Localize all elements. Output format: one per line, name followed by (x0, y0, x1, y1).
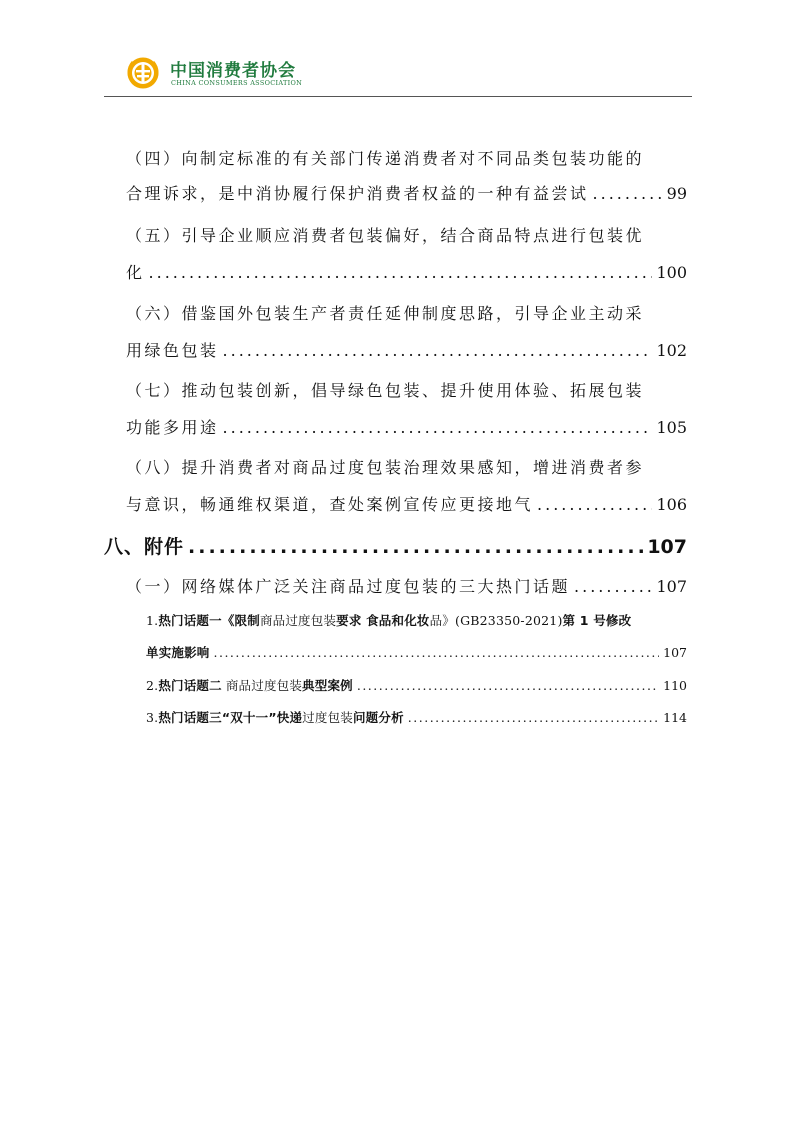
header-divider (104, 96, 692, 97)
toc-page-number: 114 (663, 710, 687, 725)
toc-page-number: 105 (656, 418, 687, 437)
toc-leader (593, 184, 663, 203)
toc-item-8-line1[interactable]: （八）提升消费者对商品过度包装治理效果感知，增进消费者参 (126, 458, 645, 477)
toc-item-6-line2[interactable]: 用绿色包装 ..... 102 (126, 338, 687, 361)
toc-item-5-line2[interactable]: 化 ..... 100 (126, 260, 687, 283)
toc-item-4-line2[interactable]: 合理诉求，是中消协履行保护消费者权益的一种有益尝试 ..... 99 (126, 181, 687, 204)
toc-leader (188, 536, 643, 558)
toc-leader (214, 645, 660, 660)
toc-page-number: 99 (666, 184, 687, 203)
cca-logo-icon (126, 56, 160, 90)
toc-page-number: 110 (663, 678, 687, 693)
org-name-en: CHINA CONSUMERS ASSOCIATION (171, 79, 303, 87)
toc-page-number: 106 (656, 495, 687, 514)
toc-topic-3[interactable]: 3. 热门话题三“双十一”快递 过度包装 问题分析 ..... 114 (146, 708, 687, 726)
toc-leader (537, 495, 652, 514)
toc-topic-1-line1[interactable]: 1. 热门话题一《限制 商品过度包装 要求 食品和化妆 品》(GB23350-2021) 第 1 号修改 (146, 613, 632, 628)
toc-item-7-line1[interactable]: （七）推动包装创新，倡导绿色包装、提升使用体验、拓展包装 (126, 381, 645, 400)
toc-item-8-line2[interactable]: 与意识，畅通维权渠道，查处案例宣传应更接地气 ..... 106 (126, 492, 687, 515)
toc-leader (149, 263, 653, 282)
toc-leader (223, 418, 653, 437)
toc-item-5-line1[interactable]: （五）引导企业顺应消费者包装偏好，结合商品特点进行包装优 (126, 226, 645, 245)
toc-item-6-line1[interactable]: （六）借鉴国外包装生产者责任延伸制度思路，引导企业主动采 (126, 304, 645, 323)
page-header (126, 52, 692, 96)
toc-page-number: 100 (656, 263, 687, 282)
toc-leader (357, 678, 659, 693)
toc-section-8[interactable]: 八、附件 ..... 107 (104, 532, 687, 559)
toc-leader (574, 577, 652, 596)
toc-item-4-line1[interactable]: （四）向制定标准的有关部门传递消费者对不同品类包装功能的 (126, 149, 645, 168)
org-name: 中国消费者协会 (170, 61, 296, 81)
toc-page-number: 102 (656, 341, 687, 360)
toc-page-number: 107 (663, 645, 687, 660)
toc-item-7-line2[interactable]: 功能多用途 ..... 105 (126, 415, 687, 438)
toc-page-number: 107 (656, 577, 687, 596)
toc-topic-2[interactable]: 2. 热门话题二 商品过度包装 典型案例 ..... 110 (146, 676, 687, 694)
toc-topic-1-line2[interactable]: 单实施影响 ..... 107 (146, 643, 687, 661)
toc-leader (408, 710, 659, 725)
toc-subsection-1[interactable]: （一）网络媒体广泛关注商品过度包装的三大热门话题 ..... 107 (126, 574, 687, 597)
toc-page-number: 107 (647, 536, 687, 558)
toc-leader (223, 341, 653, 360)
